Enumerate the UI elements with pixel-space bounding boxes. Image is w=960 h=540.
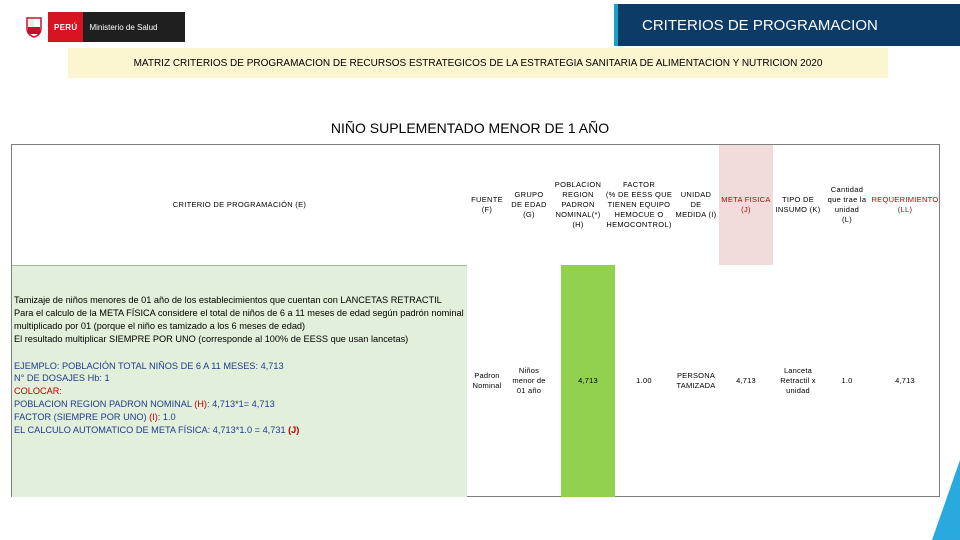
line-h-tag: (H) — [194, 399, 207, 410]
line-i-tag: (I) — [149, 412, 158, 422]
cell-meta-fisica: 4,713 — [736, 375, 756, 385]
logo-ministry-label: Ministerio de Salud — [83, 12, 185, 42]
cell-requerimiento: 4,713 — [895, 375, 915, 385]
header-criterio: CRITERIO DE PROGRAMACIÓN (E) — [172, 199, 307, 209]
header-requerimiento: REQUERIMIENTO (LL) — [871, 194, 939, 214]
criteria-table — [11, 144, 940, 497]
matrix-subtitle: MATRIZ CRITERIOS DE PROGRAMACION DE RECURSOS ESTRATEGICOS DE LA ESTRATEGIA SANITARIA DE ALIMENTACION Y NUTRICION 2020 — [68, 48, 888, 78]
section-title: NIÑO SUPLEMENTADO MENOR DE 1 AÑO — [330, 120, 610, 136]
header-cantidad: Cantidad que trae la unidad (L) — [827, 184, 867, 225]
header-grupo: GRUPO DE EDAD (G) — [511, 189, 547, 220]
ministerio-logo — [20, 12, 185, 42]
coat-of-arms-icon — [20, 12, 48, 42]
ejemplo-line-2: N° DE DOSAJES Hb: 1 — [14, 373, 110, 384]
criterio-paragraph: Tamizaje de niños menores de 01 año de los establecimientos que cuentan con LANCETAS RETRACTIL Para el calculo de la META FÍSICA considere el total de niños de 6 a 11 meses de edad según padrón nominal multiplicado por 01 (porque el niño es tamizado a los 6 meses de edad) El resultado multiplicar SIEMPRE POR UNO (corresponde al 100% de EESS que usan lancetas) — [14, 295, 464, 344]
cell-tipo-insumo: Lanceta Retractil x unidad — [780, 365, 816, 396]
line-j-prefix: EL CALCULO AUTOMATICO DE META FÍSICA: 4,713*1.0 = 4,731 — [14, 424, 289, 435]
line-h-prefix: POBLACION REGION PADRON NOMINAL — [14, 399, 195, 410]
cell-poblacion: 4,713 — [561, 265, 615, 497]
header-poblacion: POBLACION REGION PADRON NOMINAL(*) (H) — [554, 179, 602, 230]
cell-factor: 1.00 — [636, 375, 652, 385]
cell-fuente: Padron Nominal — [472, 370, 502, 390]
header-factor: FACTOR (% DE EESS QUE TIENEN EQUIPO HEMOCUE O HEMOCONTROL) — [605, 179, 673, 230]
line-j — [14, 424, 465, 437]
header-unidad: UNIDAD DE MEDIDA (I) — [675, 189, 717, 220]
line-h-suffix: : 4,713*1= 4,713 — [206, 399, 275, 410]
line-h — [14, 398, 465, 411]
criterio-description — [12, 265, 467, 497]
colocar-label: COLOCAR: — [14, 386, 62, 397]
header-meta-fisica: META FISICA (J) — [719, 145, 773, 265]
banner-title: CRITERIOS DE PROGRAMACION — [618, 4, 960, 46]
corner-decoration — [932, 460, 960, 540]
line-j-tag: (J) — [288, 424, 300, 435]
cell-unidad: PERSONA TAMIZADA — [676, 370, 716, 390]
line-i — [14, 411, 465, 424]
line-i-suffix: : 1.0 — [157, 412, 176, 422]
line-i-prefix: FACTOR (SIEMPRE POR UNO) — [14, 412, 150, 422]
header-fuente: FUENTE (F) — [471, 194, 503, 214]
logo-peru-label: PERÚ — [48, 12, 83, 42]
header-tipo-insumo: TIPO DE INSUMO (K) — [775, 194, 821, 214]
cell-cantidad: 1.0 — [841, 375, 853, 385]
cell-grupo: Niños menor de 01 año — [512, 365, 546, 396]
ejemplo-line-1: EJEMPLO: POBLACIÓN TOTAL NIÑOS DE 6 A 11 MESES: 4,713 — [14, 360, 284, 371]
